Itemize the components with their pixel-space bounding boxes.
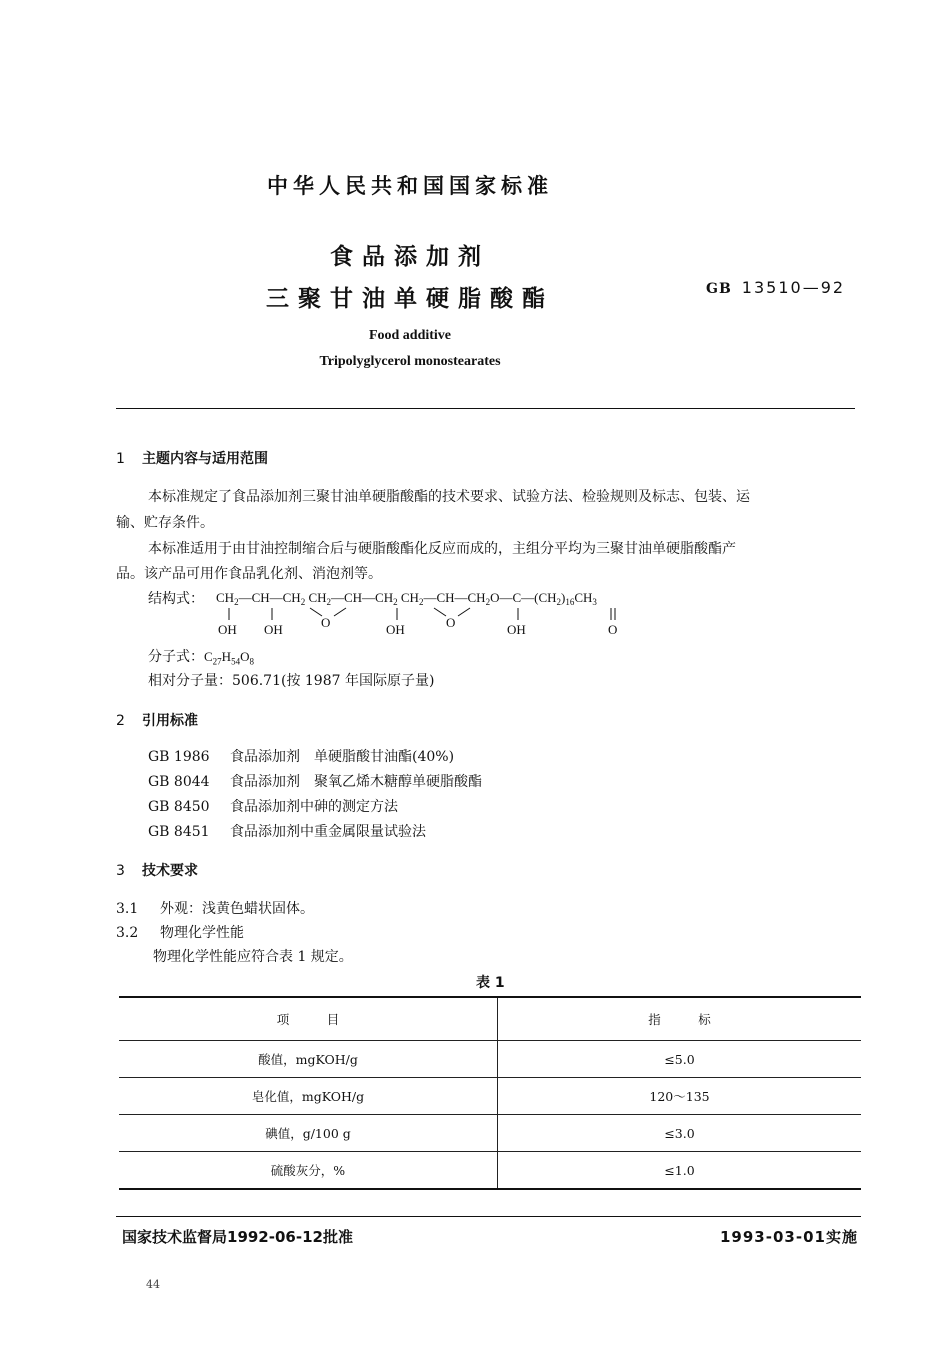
section-1-title: 主题内容与适用范围 <box>142 451 268 467</box>
svg-text:O: O <box>446 615 456 630</box>
table-row <box>119 1152 861 1190</box>
table-cell-value: ≤5.0 <box>498 1041 862 1078</box>
clause-3-2-number: 3.2 <box>116 925 139 941</box>
section-1-para-1-line-2: 输、贮存条件。 <box>116 515 214 531</box>
section-2-heading <box>116 710 198 730</box>
table-row <box>119 1078 861 1115</box>
table-1-caption: 表 1 <box>476 975 505 991</box>
table-row <box>119 1041 861 1078</box>
standard-prefix: GB <box>706 281 732 297</box>
table-cell-item: 酸值，mgKOH/g <box>119 1041 498 1078</box>
relative-molecular-weight: 相对分子量：506.71(按 1987 年国际原子量) <box>148 673 435 689</box>
structure-label: 结构式： <box>148 591 204 607</box>
table-cell-item: 硫酸灰分，% <box>119 1152 498 1190</box>
clause-3-1-text: 外观：浅黄色蜡状固体。 <box>160 901 314 917</box>
standard-number <box>706 278 845 297</box>
reference-name: 食品添加剂 单硬脂酸甘油酯(40%) <box>230 749 455 765</box>
title-line-2: 三聚甘油单硬脂酸酯 <box>266 286 554 312</box>
table-header-row <box>119 997 861 1041</box>
svg-text:OH: OH <box>218 622 237 637</box>
clause-3-2-body: 物理化学性能应符合表 1 规定。 <box>153 949 353 965</box>
table-row <box>119 1115 861 1152</box>
section-3-heading <box>116 860 198 880</box>
reference-item <box>148 821 426 841</box>
clause-3-2 <box>116 922 244 942</box>
approval-date: 国家技术监督局1992-06-12批准 <box>122 1228 353 1246</box>
section-2-number: 2 <box>116 713 125 729</box>
reference-code: GB 8450 <box>148 799 210 815</box>
table-header-value: 指 标 <box>498 997 862 1041</box>
title-line-1: 食品添加剂 <box>330 244 490 270</box>
reference-code: GB 1986 <box>148 749 210 765</box>
table-1 <box>119 996 861 1190</box>
english-title-line-2: Tripolyglycerol monostearates <box>319 354 501 369</box>
svg-text:OH: OH <box>264 622 283 637</box>
table-cell-item: 碘值，g/100 g <box>119 1115 498 1152</box>
table-cell-value: ≤1.0 <box>498 1152 862 1190</box>
section-2-title: 引用标准 <box>142 713 198 729</box>
structural-formula <box>210 586 750 644</box>
section-1-heading <box>116 448 268 468</box>
english-title-line-1: Food additive <box>368 328 452 343</box>
section-1-para-1-line-1: 本标准规定了食品添加剂三聚甘油单硬脂酸酯的技术要求、试验方法、检验规则及标志、包装、运 <box>148 489 750 505</box>
header-divider <box>116 408 855 409</box>
molecular-formula <box>148 646 254 667</box>
clause-3-1-number: 3.1 <box>116 901 139 917</box>
svg-text:O: O <box>321 615 331 630</box>
section-1-number: 1 <box>116 451 125 467</box>
issuing-authority: 中华人民共和国国家标准 <box>267 174 553 198</box>
molecular-label: 分子式： <box>148 649 204 665</box>
table-header-item: 项 目 <box>119 997 498 1041</box>
clause-3-1 <box>116 898 314 918</box>
reference-name: 食品添加剂中重金属限量试验法 <box>230 824 426 840</box>
reference-code: GB 8451 <box>148 824 210 840</box>
section-3-number: 3 <box>116 863 125 879</box>
standard-code: 13510—92 <box>741 278 846 297</box>
reference-name: 食品添加剂 聚氧乙烯木糖醇单硬脂酸酯 <box>230 774 482 790</box>
page-number: 44 <box>146 1278 160 1291</box>
reference-item <box>148 796 398 816</box>
molecular-formula-value: $C_{27}H_{54}O_8$ <box>204 649 254 667</box>
section-1-para-2-line-2: 品。该产品可用作食品乳化剂、消泡剂等。 <box>116 566 382 582</box>
svg-text:O: O <box>608 622 618 637</box>
svg-text:OH: OH <box>507 622 526 637</box>
table-cell-item: 皂化值，mgKOH/g <box>119 1078 498 1115</box>
section-3-title: 技术要求 <box>142 863 198 879</box>
table-cell-value: 120～135 <box>498 1078 862 1115</box>
table-cell-value: ≤3.0 <box>498 1115 862 1152</box>
section-1-para-2-line-1: 本标准适用于由甘油控制缩合后与硬脂酸酯化反应而成的，主组分平均为三聚甘油单硬脂酸酯产 <box>148 541 736 557</box>
footer-divider <box>116 1216 861 1217</box>
reference-item <box>148 771 482 791</box>
clause-3-2-text: 物理化学性能 <box>160 925 244 941</box>
svg-text:OH: OH <box>386 622 405 637</box>
svg-text:CH2—CH—CH2 CH2—CH—CH2 CH2—CH—C: $CH_2—CH—CH_2$ $CH_2—CH—CH_2$ $CH_2—CH—CH_2O—C—(CH_2)_{16}CH_3$ <box>216 590 597 607</box>
reference-item <box>148 746 454 766</box>
effective-date: 1993-03-01实施 <box>720 1228 858 1246</box>
reference-code: GB 8044 <box>148 774 210 790</box>
reference-name: 食品添加剂中砷的测定方法 <box>230 799 398 815</box>
